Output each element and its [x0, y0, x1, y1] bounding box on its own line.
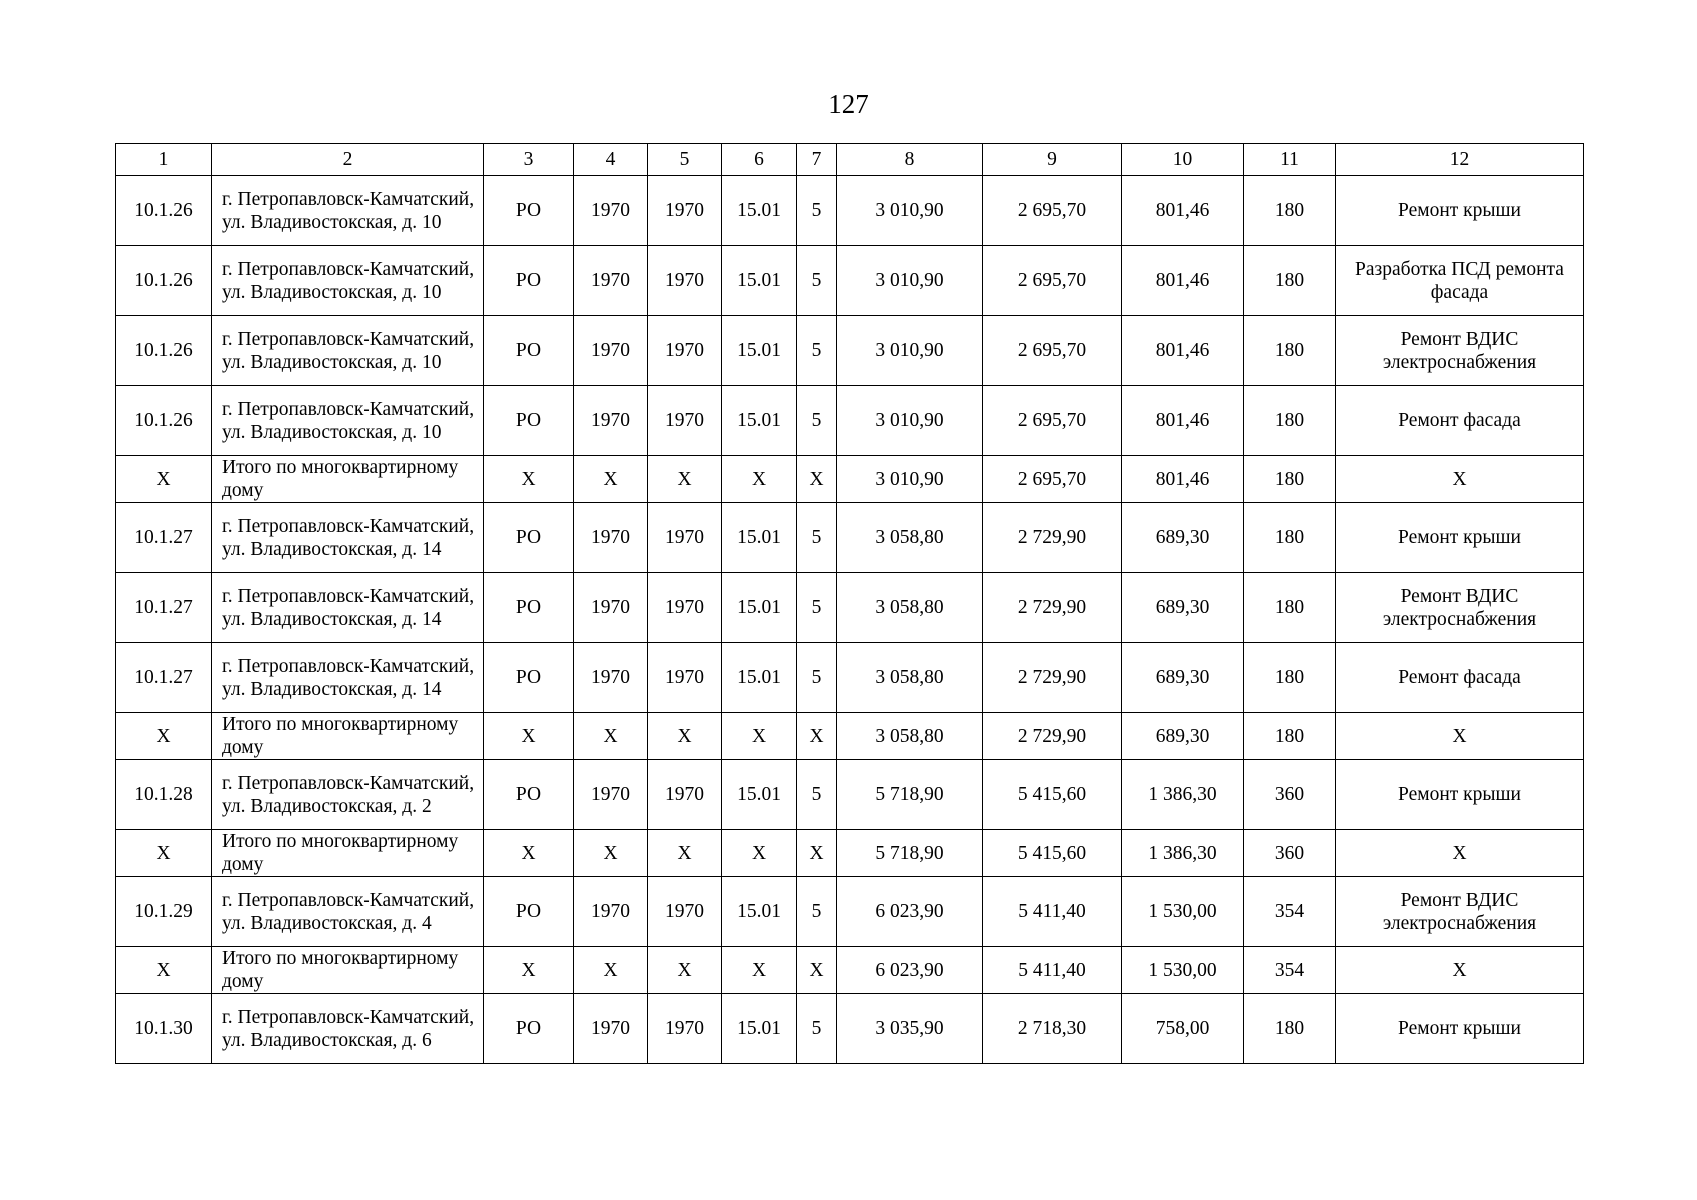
total-area-cell: 3 058,80 — [837, 713, 983, 760]
table-row — [116, 760, 1584, 830]
total-row — [116, 456, 1584, 503]
floors-cell: 5 — [797, 246, 837, 316]
column-number-1: 1 — [116, 144, 212, 176]
residents-cell: 354 — [1244, 877, 1336, 947]
residents-cell: 180 — [1244, 573, 1336, 643]
wall-material-cell: 15.01 — [722, 386, 797, 456]
address-cell: г. Петропавловск-Камчатский, ул. Владивостокская, д. 2 — [212, 760, 484, 830]
residential-area-cell: 2 695,70 — [983, 456, 1122, 503]
capital-repair-table — [115, 143, 1584, 1064]
address-cell: г. Петропавловск-Камчатский, ул. Владивостокская, д. 10 — [212, 386, 484, 456]
cost-cell: 689,30 — [1122, 643, 1244, 713]
wall-material-cell: 15.01 — [722, 994, 797, 1064]
column-number-4: 4 — [574, 144, 648, 176]
total-area-cell: 5 718,90 — [837, 760, 983, 830]
commission-year-cell: X — [648, 456, 722, 503]
table-row — [116, 877, 1584, 947]
work-type-cell: Ремонт крыши — [1336, 176, 1584, 246]
management-method-cell: РО — [484, 643, 574, 713]
management-method-cell: РО — [484, 503, 574, 573]
residents-cell: 180 — [1244, 386, 1336, 456]
commission-year-cell: X — [648, 713, 722, 760]
item-number-cell: X — [116, 947, 212, 994]
item-number-cell: 10.1.26 — [116, 246, 212, 316]
work-type-cell: X — [1336, 830, 1584, 877]
build-year-cell: 1970 — [574, 877, 648, 947]
build-year-cell: X — [574, 713, 648, 760]
table-row — [116, 246, 1584, 316]
column-number-row — [116, 144, 1584, 176]
work-type-cell: Ремонт крыши — [1336, 503, 1584, 573]
cost-cell: 801,46 — [1122, 456, 1244, 503]
total-area-cell: 3 010,90 — [837, 316, 983, 386]
commission-year-cell: 1970 — [648, 573, 722, 643]
address-cell: Итого по многоквартирному дому — [212, 713, 484, 760]
management-method-cell: РО — [484, 246, 574, 316]
work-type-cell: Ремонт ВДИС электроснабжения — [1336, 573, 1584, 643]
cost-cell: 689,30 — [1122, 503, 1244, 573]
column-number-8: 8 — [837, 144, 983, 176]
build-year-cell: 1970 — [574, 246, 648, 316]
residents-cell: 180 — [1244, 643, 1336, 713]
column-number-11: 11 — [1244, 144, 1336, 176]
item-number-cell: 10.1.28 — [116, 760, 212, 830]
wall-material-cell: 15.01 — [722, 760, 797, 830]
commission-year-cell: 1970 — [648, 877, 722, 947]
work-type-cell: X — [1336, 713, 1584, 760]
wall-material-cell: 15.01 — [722, 643, 797, 713]
build-year-cell: X — [574, 456, 648, 503]
work-type-cell: Ремонт фасада — [1336, 643, 1584, 713]
work-type-cell: Разработка ПСД ремонта фасада — [1336, 246, 1584, 316]
total-area-cell: 3 010,90 — [837, 176, 983, 246]
build-year-cell: 1970 — [574, 994, 648, 1064]
cost-cell: 758,00 — [1122, 994, 1244, 1064]
address-cell: Итого по многоквартирному дому — [212, 456, 484, 503]
address-cell: г. Петропавловск-Камчатский, ул. Владивостокская, д. 10 — [212, 316, 484, 386]
item-number-cell: 10.1.26 — [116, 176, 212, 246]
build-year-cell: 1970 — [574, 760, 648, 830]
residential-area-cell: 5 411,40 — [983, 877, 1122, 947]
address-cell: Итого по многоквартирному дому — [212, 830, 484, 877]
table-row — [116, 176, 1584, 246]
column-number-3: 3 — [484, 144, 574, 176]
total-area-cell: 3 010,90 — [837, 246, 983, 316]
residential-area-cell: 5 411,40 — [983, 947, 1122, 994]
cost-cell: 1 530,00 — [1122, 877, 1244, 947]
floors-cell: 5 — [797, 573, 837, 643]
build-year-cell: 1970 — [574, 573, 648, 643]
item-number-cell: 10.1.27 — [116, 573, 212, 643]
residential-area-cell: 2 695,70 — [983, 386, 1122, 456]
residents-cell: 180 — [1244, 456, 1336, 503]
commission-year-cell: 1970 — [648, 176, 722, 246]
floors-cell: 5 — [797, 877, 837, 947]
residential-area-cell: 2 695,70 — [983, 316, 1122, 386]
management-method-cell: РО — [484, 176, 574, 246]
table-row — [116, 643, 1584, 713]
floors-cell: 5 — [797, 503, 837, 573]
management-method-cell: X — [484, 947, 574, 994]
total-area-cell: 3 058,80 — [837, 503, 983, 573]
floors-cell: 5 — [797, 760, 837, 830]
column-number-12: 12 — [1336, 144, 1584, 176]
residents-cell: 180 — [1244, 713, 1336, 760]
column-number-7: 7 — [797, 144, 837, 176]
total-row — [116, 713, 1584, 760]
table-row — [116, 994, 1584, 1064]
residential-area-cell: 2 695,70 — [983, 176, 1122, 246]
wall-material-cell: 15.01 — [722, 503, 797, 573]
residents-cell: 180 — [1244, 503, 1336, 573]
page-number: 127 — [828, 89, 869, 119]
column-number-10: 10 — [1122, 144, 1244, 176]
address-cell: г. Петропавловск-Камчатский, ул. Владивостокская, д. 10 — [212, 176, 484, 246]
work-type-cell: X — [1336, 456, 1584, 503]
total-area-cell: 3 035,90 — [837, 994, 983, 1064]
floors-cell: 5 — [797, 994, 837, 1064]
commission-year-cell: X — [648, 830, 722, 877]
total-area-cell: 6 023,90 — [837, 877, 983, 947]
wall-material-cell: X — [722, 947, 797, 994]
floors-cell: 5 — [797, 386, 837, 456]
management-method-cell: РО — [484, 573, 574, 643]
work-type-cell: Ремонт фасада — [1336, 386, 1584, 456]
residential-area-cell: 2 729,90 — [983, 713, 1122, 760]
wall-material-cell: 15.01 — [722, 877, 797, 947]
address-cell: Итого по многоквартирному дому — [212, 947, 484, 994]
residents-cell: 360 — [1244, 760, 1336, 830]
commission-year-cell: 1970 — [648, 316, 722, 386]
commission-year-cell: 1970 — [648, 994, 722, 1064]
table-row — [116, 503, 1584, 573]
build-year-cell: X — [574, 830, 648, 877]
cost-cell: 801,46 — [1122, 176, 1244, 246]
total-area-cell: 6 023,90 — [837, 947, 983, 994]
address-cell: г. Петропавловск-Камчатский, ул. Владивостокская, д. 4 — [212, 877, 484, 947]
management-method-cell: X — [484, 713, 574, 760]
residents-cell: 354 — [1244, 947, 1336, 994]
floors-cell: X — [797, 713, 837, 760]
management-method-cell: X — [484, 456, 574, 503]
management-method-cell: РО — [484, 316, 574, 386]
management-method-cell: X — [484, 830, 574, 877]
total-area-cell: 3 010,90 — [837, 386, 983, 456]
management-method-cell: РО — [484, 760, 574, 830]
floors-cell: 5 — [797, 176, 837, 246]
address-cell: г. Петропавловск-Камчатский, ул. Владивостокская, д. 10 — [212, 246, 484, 316]
residents-cell: 180 — [1244, 316, 1336, 386]
cost-cell: 801,46 — [1122, 246, 1244, 316]
cost-cell: 1 386,30 — [1122, 830, 1244, 877]
commission-year-cell: 1970 — [648, 246, 722, 316]
commission-year-cell: 1970 — [648, 643, 722, 713]
wall-material-cell: 15.01 — [722, 176, 797, 246]
item-number-cell: 10.1.26 — [116, 316, 212, 386]
cost-cell: 801,46 — [1122, 316, 1244, 386]
column-number-6: 6 — [722, 144, 797, 176]
management-method-cell: РО — [484, 877, 574, 947]
residents-cell: 180 — [1244, 176, 1336, 246]
management-method-cell: РО — [484, 386, 574, 456]
item-number-cell: 10.1.30 — [116, 994, 212, 1064]
residential-area-cell: 2 729,90 — [983, 643, 1122, 713]
item-number-cell: X — [116, 456, 212, 503]
residential-area-cell: 2 729,90 — [983, 503, 1122, 573]
item-number-cell: 10.1.27 — [116, 503, 212, 573]
wall-material-cell: 15.01 — [722, 316, 797, 386]
table-row — [116, 573, 1584, 643]
item-number-cell: X — [116, 830, 212, 877]
floors-cell: 5 — [797, 643, 837, 713]
commission-year-cell: X — [648, 947, 722, 994]
residents-cell: 180 — [1244, 994, 1336, 1064]
residential-area-cell: 2 729,90 — [983, 573, 1122, 643]
total-row — [116, 830, 1584, 877]
total-area-cell: 5 718,90 — [837, 830, 983, 877]
management-method-cell: РО — [484, 994, 574, 1064]
item-number-cell: 10.1.29 — [116, 877, 212, 947]
wall-material-cell: 15.01 — [722, 573, 797, 643]
residents-cell: 360 — [1244, 830, 1336, 877]
floors-cell: 5 — [797, 316, 837, 386]
residential-area-cell: 5 415,60 — [983, 830, 1122, 877]
wall-material-cell: X — [722, 830, 797, 877]
residential-area-cell: 2 718,30 — [983, 994, 1122, 1064]
cost-cell: 1 530,00 — [1122, 947, 1244, 994]
commission-year-cell: 1970 — [648, 760, 722, 830]
cost-cell: 1 386,30 — [1122, 760, 1244, 830]
floors-cell: X — [797, 947, 837, 994]
commission-year-cell: 1970 — [648, 503, 722, 573]
wall-material-cell: X — [722, 713, 797, 760]
floors-cell: X — [797, 830, 837, 877]
build-year-cell: 1970 — [574, 643, 648, 713]
address-cell: г. Петропавловск-Камчатский, ул. Владивостокская, д. 14 — [212, 573, 484, 643]
build-year-cell: 1970 — [574, 386, 648, 456]
commission-year-cell: 1970 — [648, 386, 722, 456]
cost-cell: 689,30 — [1122, 713, 1244, 760]
wall-material-cell: 15.01 — [722, 246, 797, 316]
item-number-cell: 10.1.27 — [116, 643, 212, 713]
cost-cell: 801,46 — [1122, 386, 1244, 456]
build-year-cell: 1970 — [574, 503, 648, 573]
address-cell: г. Петропавловск-Камчатский, ул. Владивостокская, д. 6 — [212, 994, 484, 1064]
cost-cell: 689,30 — [1122, 573, 1244, 643]
address-cell: г. Петропавловск-Камчатский, ул. Владивостокская, д. 14 — [212, 503, 484, 573]
table-row — [116, 386, 1584, 456]
floors-cell: X — [797, 456, 837, 503]
address-cell: г. Петропавловск-Камчатский, ул. Владивостокская, д. 14 — [212, 643, 484, 713]
build-year-cell: 1970 — [574, 176, 648, 246]
item-number-cell: 10.1.26 — [116, 386, 212, 456]
column-number-9: 9 — [983, 144, 1122, 176]
build-year-cell: X — [574, 947, 648, 994]
column-number-2: 2 — [212, 144, 484, 176]
total-row — [116, 947, 1584, 994]
work-type-cell: Ремонт ВДИС электроснабжения — [1336, 877, 1584, 947]
total-area-cell: 3 058,80 — [837, 643, 983, 713]
total-area-cell: 3 010,90 — [837, 456, 983, 503]
residential-area-cell: 5 415,60 — [983, 760, 1122, 830]
item-number-cell: X — [116, 713, 212, 760]
build-year-cell: 1970 — [574, 316, 648, 386]
work-type-cell: Ремонт крыши — [1336, 994, 1584, 1064]
table-row — [116, 316, 1584, 386]
total-area-cell: 3 058,80 — [837, 573, 983, 643]
work-type-cell: Ремонт ВДИС электроснабжения — [1336, 316, 1584, 386]
residential-area-cell: 2 695,70 — [983, 246, 1122, 316]
residents-cell: 180 — [1244, 246, 1336, 316]
table-body — [116, 176, 1584, 1064]
work-type-cell: X — [1336, 947, 1584, 994]
column-number-5: 5 — [648, 144, 722, 176]
wall-material-cell: X — [722, 456, 797, 503]
work-type-cell: Ремонт крыши — [1336, 760, 1584, 830]
